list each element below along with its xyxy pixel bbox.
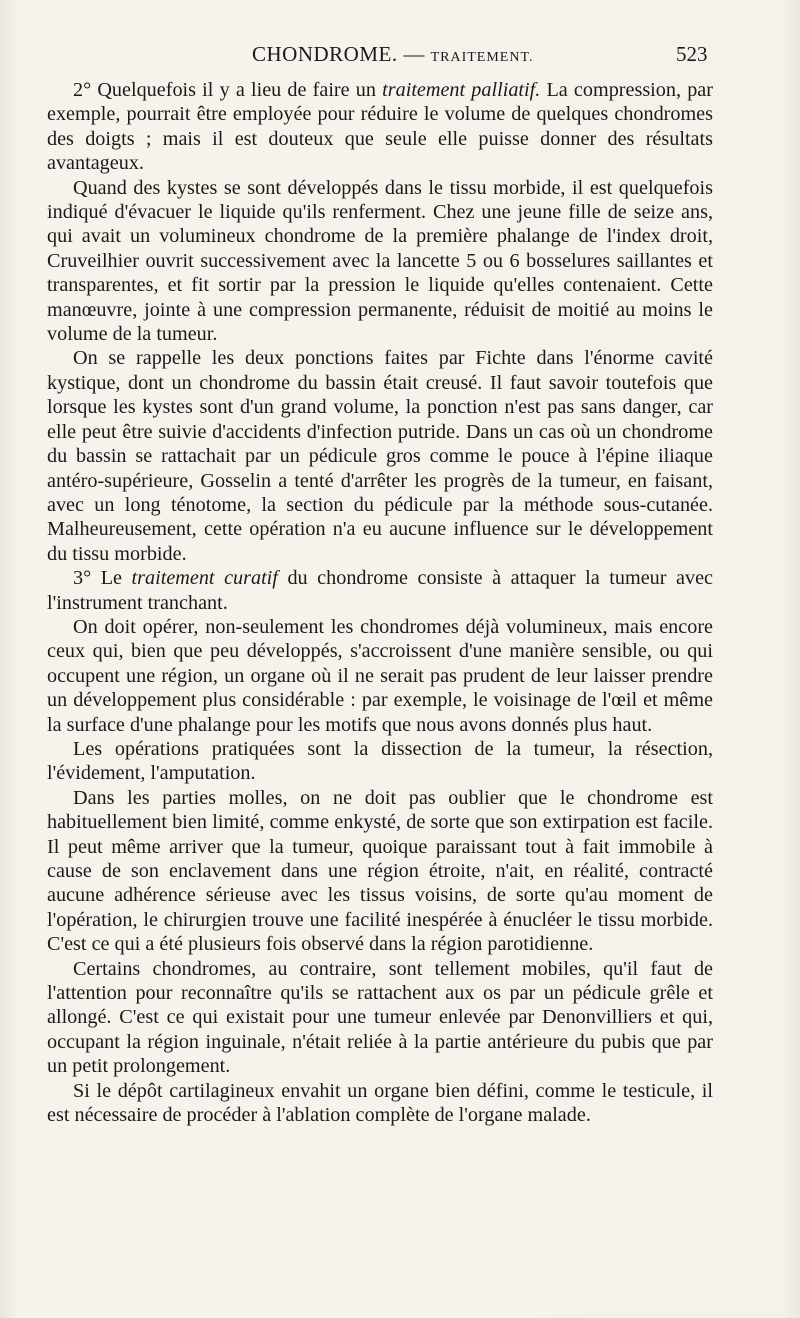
paragraph-text: Les opérations pratiquées sont la dissection de la tumeur, la résection, l'évidement, l'amputation. xyxy=(47,737,713,785)
paragraph-palliative xyxy=(47,78,713,176)
paragraph-text: Certains chondromes, au contraire, sont tellement mobiles, qu'il faut de l'attention pour reconnaître qu'ils se rattachent aux os par un pédicule grêle et allongé. C'est ce qui existait pour une tumeur enlevée par Denonvilliers et qui, occupant la région inguinale, n'était reliée à la partie antérieure du pubis que par un petit prolongement. xyxy=(47,957,713,1078)
italic-term: traitement palliatif. xyxy=(382,79,541,101)
paragraph-punctures xyxy=(47,346,713,566)
paragraph-curative xyxy=(47,566,713,615)
paragraph-text: On doit opérer, non-seulement les chondromes déjà volumineux, mais encore ceux qui, bien que peu développés, s'accroissent d'une manière sensible, ou qui occupent une région, un organe où il ne serait pas prudent de leur laisser prendre un développement plus considérable : par exemple, le voisinage de l'œil et même la surface d'une phalange pour les motifs que nous avons donnés plus haut. xyxy=(47,615,713,736)
paragraph-soft-parts xyxy=(47,786,713,957)
paragraph-operations xyxy=(47,737,713,786)
paragraph-text: Dans les parties molles, on ne doit pas oublier que le chondrome est habituellement bien limité, comme enkysté, de sorte que son extirpation est facile. Il peut même arriver que la tumeur, quoique paraissant tout à fait immobile à cause de son enclavement dans une région étroite, n'ait, en réalité, contracté aucune adhérence sérieuse avec les tissus voisins, de sorte qu'au moment de l'opération, le chirurgien trouve une facilité inespérée à énucléer le tissu morbide. C'est ce qui a été plusieurs fois observé dans la région parotidienne. xyxy=(47,786,713,956)
italic-term: traitement curatif xyxy=(131,567,278,590)
body-text xyxy=(47,78,713,1127)
page-number: 523 xyxy=(676,42,708,66)
running-title-main: CHONDROME. — xyxy=(252,42,425,66)
paragraph-organ xyxy=(47,1079,713,1128)
page-header xyxy=(0,42,800,72)
running-title-sub: TRAITEMENT. xyxy=(430,50,534,65)
paragraph-indications xyxy=(47,615,713,737)
paragraph-text: 2° Quelquefois il y a lieu de faire un xyxy=(73,79,383,101)
paragraph-text: 3° Le xyxy=(73,567,132,590)
paragraph-text: du chondrome consiste à attaquer la tumeur avec l'instrument tranchant. xyxy=(47,567,713,614)
paragraph-cysts xyxy=(47,176,713,347)
paragraph-text: Quand des kystes se sont développés dans le tissu morbide, il est quelquefois indiqué d'évacuer le liquide qu'ils renferment. Chez une jeune fille de seize ans, qui avait un volumineux chondrome de la première phalange de l'index droit, Cruveilhier ouvrit successivement avec la lancette 5 ou 6 bosselures saillantes et transparentes, et fit sortir par la pression le liquide qu'elles contenaient. Cette manœuvre, jointe à une compression permanente, réduisit de moitié au moins le volume de la tumeur. xyxy=(47,176,713,346)
paragraph-text: Si le dépôt cartilagineux envahit un organe bien défini, comme le testicule, il est nécessaire de procéder à l'ablation complète de l'organe malade. xyxy=(47,1079,713,1127)
paragraph-text: La compression, par exemple, pourrait être employée pour réduire le volume de quelques chondromes des doigts ; mais il est douteux que seule elle puisse donner des résultats avantageux. xyxy=(47,79,713,175)
paragraph-mobile xyxy=(47,957,713,1079)
paragraph-text: On se rappelle les deux ponctions faites par Fichte dans l'énorme cavité kystique, dont un chondrome du bassin était creusé. Il faut savoir toutefois que lorsque les kystes sont d'un grand volume, la ponction n'est pas sans danger, car elle peut être suivie d'accidents d'infection putride. Dans un cas où un chondrome du bassin se rattachait par un pédicule gros comme le pouce à l'épine iliaque antéro-supérieure, Gosselin a tenté d'arrêter les progrès de la tumeur, en faisant, avec un long ténotome, la section du pédicule par la méthode sous-cutanée. Malheureusement, cette opération n'a eu aucune influence sur le développement du tissu morbide. xyxy=(47,347,713,565)
running-title xyxy=(252,42,533,67)
